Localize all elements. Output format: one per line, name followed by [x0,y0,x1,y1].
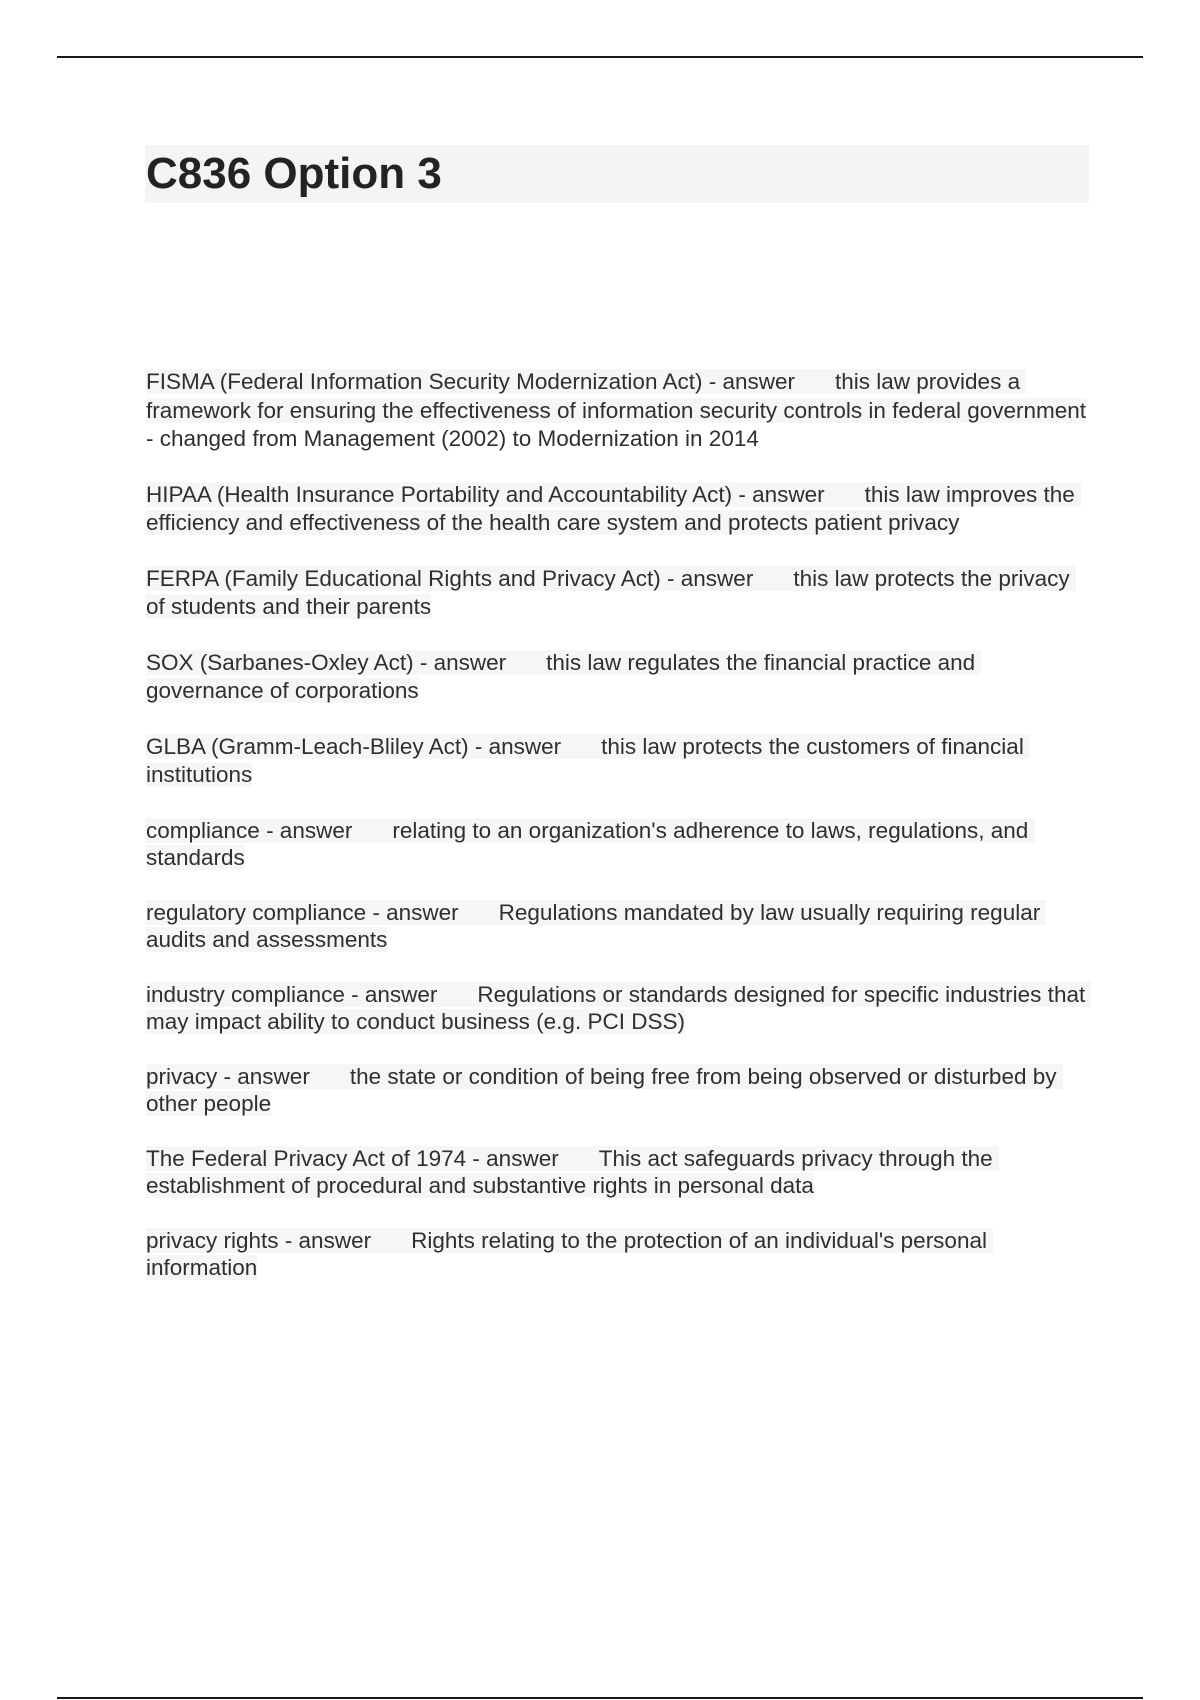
qa-separator: - answer [468,733,562,759]
qa-term: FISMA (Federal Information Security Modernization Act) [146,369,703,394]
qa-term: The Federal Privacy Act of 1974 [146,1145,467,1171]
qa-item-industry-compliance [146,981,1092,1036]
qa-separator: - answer [413,649,507,675]
qa-item-federal-privacy-act [146,1145,1092,1200]
qa-separator: - answer [259,817,353,843]
qa-term: industry compliance [146,981,345,1007]
qa-term: privacy rights [146,1227,279,1253]
qa-term: HIPAA (Health Insurance Portability and Accountability Act) [146,481,733,507]
qa-answer: Rights relating to the protection of an individual's personal information [146,1227,994,1280]
qa-separator: - answer [278,1227,372,1253]
top-rule [57,56,1143,58]
qa-separator: - answer [660,565,754,591]
qa-answer: the state or condition of being free from being observed or disturbed by other people [146,1063,1063,1116]
qa-answer: this law protects the privacy of students and their parents [146,565,1076,619]
qa-separator: - answer [344,981,438,1007]
qa-item-fisma [146,368,1092,454]
qa-separator: - answer [366,899,459,925]
qa-item-glba [146,733,1092,790]
qa-list [146,368,1092,1309]
qa-term: GLBA (Gramm-Leach-Bliley Act) [146,733,469,759]
qa-separator: - answer [466,1145,559,1171]
qa-item-compliance [146,817,1092,872]
qa-answer: this law protects the customers of financial institutions [146,733,1031,787]
qa-item-regulatory-compliance [146,899,1092,954]
qa-separator: - answer [702,369,795,394]
qa-term: SOX (Sarbanes-Oxley Act) [146,649,414,675]
qa-answer: this law regulates the financial practice and governance of corporations [146,649,982,703]
qa-answer: Regulations mandated by law usually requiring regular audits and assessments [146,899,1047,952]
qa-item-sox [146,649,1092,706]
qa-answer: this law improves the efficiency and effectiveness of the health care system and protects patient privacy [146,481,1082,535]
qa-answer: This act safeguards privacy through the establishment of procedural and substantive rights in personal data [146,1145,999,1198]
qa-answer: this law provides a framework for ensuring the effectiveness of information security controls in federal government [146,369,1087,423]
page-title: C836 Option 3 [146,149,442,198]
qa-item-privacy [146,1063,1092,1118]
qa-item-hipaa [146,481,1092,538]
qa-separator: - answer [732,481,825,507]
qa-answer: relating to an organization's adherence to laws, regulations, and standards [146,817,1035,870]
qa-term: FERPA (Family Educational Rights and Privacy Act) [146,565,661,591]
qa-term: compliance [146,817,260,843]
qa-term: regulatory compliance [146,899,367,925]
bottom-rule [57,1697,1143,1699]
qa-item-privacy-rights [146,1227,1092,1282]
qa-note: - changed from Management (2002) to Modernization in 2014 [146,426,759,451]
qa-separator: - answer [217,1063,310,1089]
qa-answer: Regulations or standards designed for specific industries that may impact ability to conduct business (e.g. PCI DSS) [146,981,1092,1034]
qa-item-ferpa [146,565,1092,622]
qa-term: privacy [146,1063,218,1089]
